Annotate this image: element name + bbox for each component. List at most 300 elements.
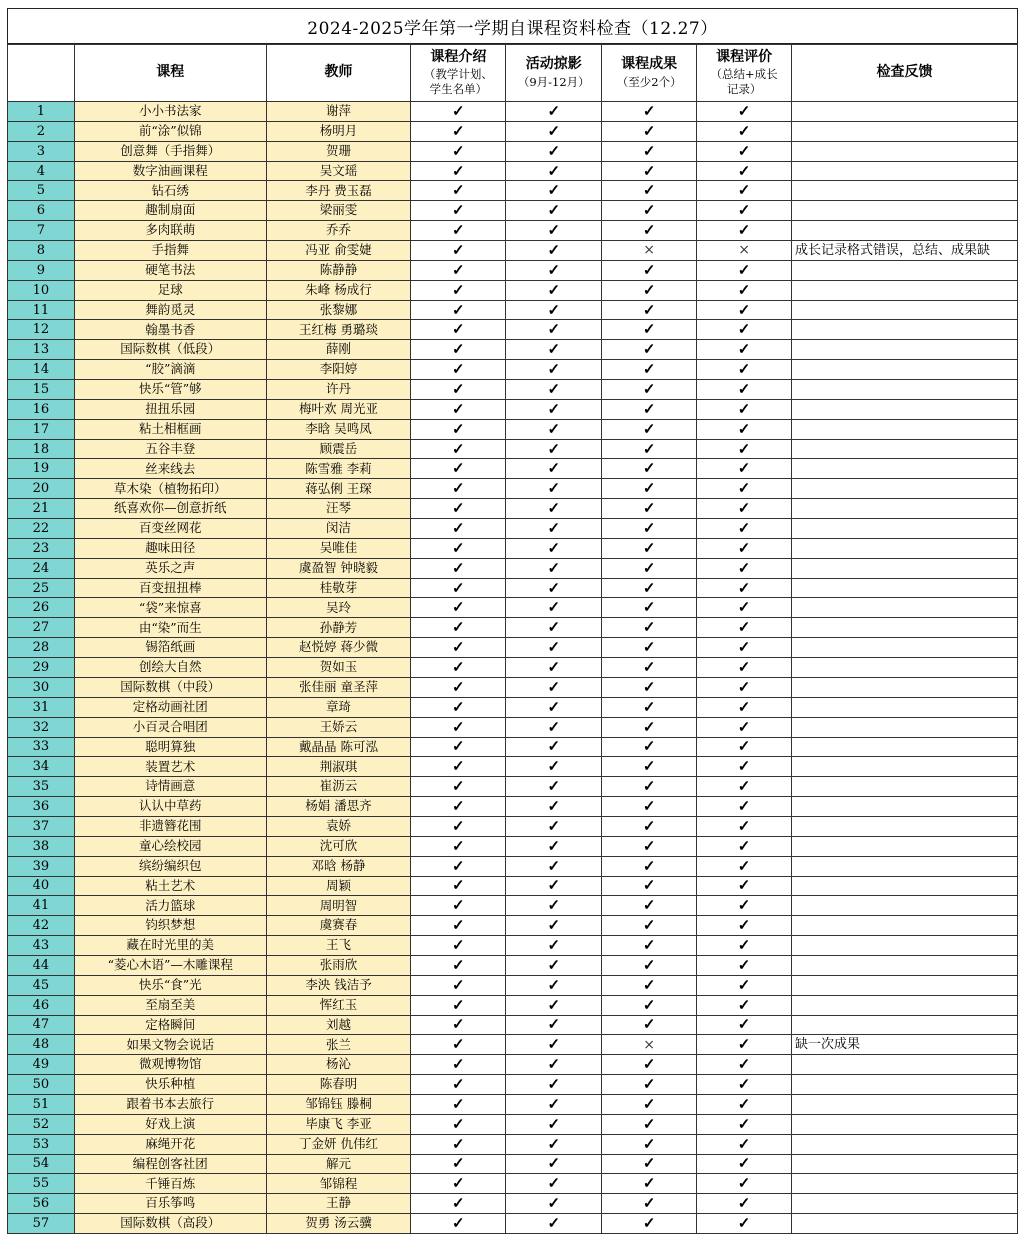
result-status-cell: ✓ [602, 717, 697, 737]
activity-status-cell: ✓ [506, 439, 602, 459]
eval-status-cell: ✓ [697, 340, 792, 360]
intro-status-cell: ✓ [411, 360, 506, 380]
feedback-cell [792, 300, 1018, 320]
eval-status-cell: ✓ [697, 677, 792, 697]
header-eval-sub2: 记录） [726, 81, 762, 96]
course-name-cell: 诗情画意 [74, 777, 266, 797]
result-status-cell: ✓ [602, 856, 697, 876]
intro-status-cell: ✓ [411, 201, 506, 221]
row-number-cell: 12 [8, 320, 75, 340]
intro-status-cell: ✓ [411, 677, 506, 697]
feedback-cell [792, 717, 1018, 737]
table-row [8, 618, 1018, 638]
activity-status-cell: ✓ [506, 1055, 602, 1075]
activity-status-cell: ✓ [506, 459, 602, 479]
row-number-cell: 8 [8, 241, 75, 261]
result-status-cell: ✓ [602, 638, 697, 658]
feedback-cell [792, 201, 1018, 221]
feedback-cell [792, 519, 1018, 539]
row-number-cell: 23 [8, 538, 75, 558]
course-name-cell: 前“涂”似锦 [74, 121, 266, 141]
table-row [8, 975, 1018, 995]
course-name-cell: 硬笔书法 [74, 260, 266, 280]
teacher-name-cell: 戴晶晶 陈可泓 [266, 737, 411, 757]
activity-status-cell: ✓ [506, 677, 602, 697]
result-status-cell: ✓ [602, 658, 697, 678]
teacher-name-cell: 陈雪雅 李莉 [266, 459, 411, 479]
intro-status-cell: ✓ [411, 419, 506, 439]
header-eval-label: 课程评价 [716, 48, 773, 65]
course-name-cell: 小百灵合唱团 [74, 717, 266, 737]
header-intro [411, 45, 506, 102]
result-status-cell: ✓ [602, 816, 697, 836]
result-status-cell: ✓ [602, 479, 697, 499]
feedback-cell [792, 558, 1018, 578]
table-row [8, 955, 1018, 975]
feedback-cell [792, 380, 1018, 400]
activity-status-cell: ✓ [506, 955, 602, 975]
table-row [8, 459, 1018, 479]
eval-status-cell: ✓ [697, 538, 792, 558]
table-row [8, 260, 1018, 280]
course-name-cell: 活力篮球 [74, 896, 266, 916]
activity-status-cell: ✓ [506, 340, 602, 360]
table-row [8, 221, 1018, 241]
result-status-cell: × [602, 241, 697, 261]
teacher-name-cell: 袁娇 [266, 816, 411, 836]
eval-status-cell: ✓ [697, 876, 792, 896]
table-row [8, 737, 1018, 757]
activity-status-cell: ✓ [506, 1134, 602, 1154]
teacher-name-cell: 乔乔 [266, 221, 411, 241]
result-status-cell: ✓ [602, 916, 697, 936]
teacher-name-cell: 崔沥云 [266, 777, 411, 797]
eval-status-cell: ✓ [697, 955, 792, 975]
result-status-cell: ✓ [602, 459, 697, 479]
row-number-cell: 18 [8, 439, 75, 459]
table-row [8, 995, 1018, 1015]
intro-status-cell: ✓ [411, 280, 506, 300]
intro-status-cell: ✓ [411, 1094, 506, 1114]
teacher-name-cell: 孙静芳 [266, 618, 411, 638]
intro-status-cell: ✓ [411, 141, 506, 161]
teacher-name-cell: 贺勇 汤云骥 [266, 1214, 411, 1234]
eval-status-cell: ✓ [697, 380, 792, 400]
teacher-name-cell: 梁丽雯 [266, 201, 411, 221]
activity-status-cell: ✓ [506, 161, 602, 181]
course-name-cell: 非遗簪花围 [74, 816, 266, 836]
teacher-name-cell: 沈可欣 [266, 836, 411, 856]
intro-status-cell: ✓ [411, 578, 506, 598]
intro-status-cell: ✓ [411, 1174, 506, 1194]
teacher-name-cell: 毕康飞 李亚 [266, 1114, 411, 1134]
row-number-cell: 50 [8, 1075, 75, 1095]
row-number-cell: 21 [8, 499, 75, 519]
table-row [8, 1194, 1018, 1214]
eval-status-cell: ✓ [697, 975, 792, 995]
result-status-cell: ✓ [602, 578, 697, 598]
activity-status-cell: ✓ [506, 876, 602, 896]
intro-status-cell: ✓ [411, 757, 506, 777]
teacher-name-cell: 汪琴 [266, 499, 411, 519]
intro-status-cell: ✓ [411, 439, 506, 459]
eval-status-cell: × [697, 241, 792, 261]
result-status-cell: ✓ [602, 697, 697, 717]
table-row [8, 1154, 1018, 1174]
eval-status-cell: ✓ [697, 1015, 792, 1035]
course-name-cell: 粘土相框画 [74, 419, 266, 439]
feedback-cell [792, 955, 1018, 975]
course-name-cell: 麻绳开花 [74, 1134, 266, 1154]
result-status-cell: ✓ [602, 1015, 697, 1035]
feedback-cell [792, 697, 1018, 717]
header-intro-sub1: （教学计划、 [423, 67, 493, 82]
row-number-cell: 29 [8, 658, 75, 678]
row-number-cell: 10 [8, 280, 75, 300]
row-number-cell: 20 [8, 479, 75, 499]
intro-status-cell: ✓ [411, 260, 506, 280]
row-number-cell: 16 [8, 399, 75, 419]
eval-status-cell: ✓ [697, 260, 792, 280]
intro-status-cell: ✓ [411, 1075, 506, 1095]
table-row [8, 936, 1018, 956]
feedback-cell [792, 181, 1018, 201]
course-name-cell: 微观博物馆 [74, 1055, 266, 1075]
activity-status-cell: ✓ [506, 717, 602, 737]
eval-status-cell: ✓ [697, 1174, 792, 1194]
feedback-cell [792, 876, 1018, 896]
table-row [8, 360, 1018, 380]
intro-status-cell: ✓ [411, 916, 506, 936]
course-name-cell: 数字油画课程 [74, 161, 266, 181]
intro-status-cell: ✓ [411, 856, 506, 876]
course-name-cell: 定格瞬间 [74, 1015, 266, 1035]
eval-status-cell: ✓ [697, 1055, 792, 1075]
teacher-name-cell: 解元 [266, 1154, 411, 1174]
feedback-cell [792, 677, 1018, 697]
intro-status-cell: ✓ [411, 1154, 506, 1174]
eval-status-cell: ✓ [697, 856, 792, 876]
feedback-cell [792, 737, 1018, 757]
activity-status-cell: ✓ [506, 479, 602, 499]
row-number-cell: 6 [8, 201, 75, 221]
table-body [8, 102, 1018, 1234]
table-row [8, 856, 1018, 876]
feedback-cell [792, 578, 1018, 598]
intro-status-cell: ✓ [411, 320, 506, 340]
feedback-cell [792, 320, 1018, 340]
intro-status-cell: ✓ [411, 340, 506, 360]
table-row [8, 558, 1018, 578]
feedback-cell [792, 836, 1018, 856]
course-name-cell: 好戏上演 [74, 1114, 266, 1134]
feedback-cell [792, 459, 1018, 479]
teacher-name-cell: 周颖 [266, 876, 411, 896]
course-name-cell: 千锤百炼 [74, 1174, 266, 1194]
intro-status-cell: ✓ [411, 1114, 506, 1134]
feedback-cell: 成长记录格式错误，总结、成果缺 [792, 241, 1018, 261]
activity-status-cell: ✓ [506, 399, 602, 419]
intro-status-cell: ✓ [411, 797, 506, 817]
inspection-table [7, 44, 1018, 1234]
table-row [8, 181, 1018, 201]
intro-status-cell: ✓ [411, 1194, 506, 1214]
eval-status-cell: ✓ [697, 1194, 792, 1214]
course-name-cell: 钧织梦想 [74, 916, 266, 936]
course-name-cell: 快乐种植 [74, 1075, 266, 1095]
activity-status-cell: ✓ [506, 519, 602, 539]
course-name-cell: 锡箔纸画 [74, 638, 266, 658]
feedback-cell [792, 479, 1018, 499]
result-status-cell: ✓ [602, 1134, 697, 1154]
teacher-name-cell: 吴文瑶 [266, 161, 411, 181]
eval-status-cell: ✓ [697, 1214, 792, 1234]
intro-status-cell: ✓ [411, 777, 506, 797]
teacher-name-cell: 赵悦婷 蒋少微 [266, 638, 411, 658]
table-row [8, 380, 1018, 400]
eval-status-cell: ✓ [697, 181, 792, 201]
result-status-cell: ✓ [602, 280, 697, 300]
intro-status-cell: ✓ [411, 598, 506, 618]
row-number-cell: 35 [8, 777, 75, 797]
row-number-cell: 54 [8, 1154, 75, 1174]
result-status-cell: ✓ [602, 320, 697, 340]
eval-status-cell: ✓ [697, 161, 792, 181]
result-status-cell: ✓ [602, 598, 697, 618]
teacher-name-cell: 张黎娜 [266, 300, 411, 320]
table-row [8, 1055, 1018, 1075]
activity-status-cell: ✓ [506, 1035, 602, 1055]
course-name-cell: 国际数棋（高段） [74, 1214, 266, 1234]
teacher-name-cell: 顾震岳 [266, 439, 411, 459]
teacher-name-cell: 章琦 [266, 697, 411, 717]
row-number-cell: 1 [8, 102, 75, 122]
result-status-cell: ✓ [602, 360, 697, 380]
result-status-cell: ✓ [602, 876, 697, 896]
course-name-cell: 创意舞（手指舞） [74, 141, 266, 161]
course-name-cell: 快乐“食”光 [74, 975, 266, 995]
feedback-cell [792, 995, 1018, 1015]
intro-status-cell: ✓ [411, 519, 506, 539]
course-name-cell: 聪明算独 [74, 737, 266, 757]
eval-status-cell: ✓ [697, 1094, 792, 1114]
row-number-cell: 43 [8, 936, 75, 956]
feedback-cell [792, 340, 1018, 360]
table-row [8, 717, 1018, 737]
row-number-cell: 14 [8, 360, 75, 380]
row-number-cell: 15 [8, 380, 75, 400]
result-status-cell: ✓ [602, 995, 697, 1015]
intro-status-cell: ✓ [411, 221, 506, 241]
teacher-name-cell: 闵洁 [266, 519, 411, 539]
result-status-cell: ✓ [602, 399, 697, 419]
teacher-name-cell: 许丹 [266, 380, 411, 400]
course-name-cell: “胶”滴滴 [74, 360, 266, 380]
result-status-cell: ✓ [602, 519, 697, 539]
teacher-name-cell: 恽红玉 [266, 995, 411, 1015]
intro-status-cell: ✓ [411, 658, 506, 678]
eval-status-cell: ✓ [697, 777, 792, 797]
intro-status-cell: ✓ [411, 399, 506, 419]
activity-status-cell: ✓ [506, 1094, 602, 1114]
course-name-cell: 趣味田径 [74, 538, 266, 558]
feedback-cell [792, 419, 1018, 439]
result-status-cell: × [602, 1035, 697, 1055]
eval-status-cell: ✓ [697, 1075, 792, 1095]
row-number-cell: 46 [8, 995, 75, 1015]
eval-status-cell: ✓ [697, 737, 792, 757]
activity-status-cell: ✓ [506, 578, 602, 598]
feedback-cell [792, 439, 1018, 459]
row-number-cell: 45 [8, 975, 75, 995]
eval-status-cell: ✓ [697, 1134, 792, 1154]
course-name-cell: 足球 [74, 280, 266, 300]
row-number-cell: 31 [8, 697, 75, 717]
row-number-cell: 41 [8, 896, 75, 916]
activity-status-cell: ✓ [506, 201, 602, 221]
row-number-cell: 24 [8, 558, 75, 578]
teacher-name-cell: 杨沁 [266, 1055, 411, 1075]
feedback-cell [792, 896, 1018, 916]
header-result [602, 45, 697, 102]
feedback-cell [792, 658, 1018, 678]
teacher-name-cell: 张兰 [266, 1035, 411, 1055]
course-name-cell: 如果文物会说话 [74, 1035, 266, 1055]
table-row [8, 479, 1018, 499]
activity-status-cell: ✓ [506, 856, 602, 876]
eval-status-cell: ✓ [697, 638, 792, 658]
header-intro-sub2: 学生名单） [429, 81, 488, 96]
table-row [8, 1214, 1018, 1234]
intro-status-cell: ✓ [411, 1055, 506, 1075]
eval-status-cell: ✓ [697, 578, 792, 598]
intro-status-cell: ✓ [411, 876, 506, 896]
row-number-cell: 52 [8, 1114, 75, 1134]
row-number-cell: 57 [8, 1214, 75, 1234]
course-name-cell: 五谷丰登 [74, 439, 266, 459]
table-row [8, 757, 1018, 777]
result-status-cell: ✓ [602, 936, 697, 956]
result-status-cell: ✓ [602, 221, 697, 241]
table-row [8, 439, 1018, 459]
feedback-cell [792, 936, 1018, 956]
header-feedback: 检查反馈 [792, 45, 1018, 102]
activity-status-cell: ✓ [506, 121, 602, 141]
feedback-cell [792, 1134, 1018, 1154]
feedback-cell [792, 1194, 1018, 1214]
result-status-cell: ✓ [602, 340, 697, 360]
teacher-name-cell: 梅叶欢 周光亚 [266, 399, 411, 419]
sheet-title: 2024-2025学年第一学期自课程资料检查（12.27） [7, 8, 1018, 44]
table-row [8, 161, 1018, 181]
eval-status-cell: ✓ [697, 558, 792, 578]
course-name-cell: 认认中草药 [74, 797, 266, 817]
intro-status-cell: ✓ [411, 121, 506, 141]
row-number-cell: 56 [8, 1194, 75, 1214]
intro-status-cell: ✓ [411, 618, 506, 638]
eval-status-cell: ✓ [697, 658, 792, 678]
activity-status-cell: ✓ [506, 300, 602, 320]
row-number-cell: 38 [8, 836, 75, 856]
teacher-name-cell: 李泱 钱洁予 [266, 975, 411, 995]
feedback-cell [792, 856, 1018, 876]
teacher-name-cell: 王飞 [266, 936, 411, 956]
teacher-name-cell: 桂敬芽 [266, 578, 411, 598]
course-name-cell: 童心绘校园 [74, 836, 266, 856]
course-name-cell: 藏在时光里的美 [74, 936, 266, 956]
eval-status-cell: ✓ [697, 479, 792, 499]
eval-status-cell: ✓ [697, 399, 792, 419]
result-status-cell: ✓ [602, 777, 697, 797]
table-row [8, 241, 1018, 261]
teacher-name-cell: 荆淑琪 [266, 757, 411, 777]
activity-status-cell: ✓ [506, 419, 602, 439]
intro-status-cell: ✓ [411, 1015, 506, 1035]
intro-status-cell: ✓ [411, 975, 506, 995]
feedback-cell [792, 1174, 1018, 1194]
eval-status-cell: ✓ [697, 598, 792, 618]
table-row [8, 797, 1018, 817]
header-activity-sub: （9月-12月） [517, 74, 590, 89]
eval-status-cell: ✓ [697, 300, 792, 320]
course-name-cell: 纸喜欢你—创意折纸 [74, 499, 266, 519]
result-status-cell: ✓ [602, 1194, 697, 1214]
header-eval-sub1: （总结+成长 [710, 67, 778, 82]
table-row [8, 499, 1018, 519]
eval-status-cell: ✓ [697, 1035, 792, 1055]
activity-status-cell: ✓ [506, 260, 602, 280]
teacher-name-cell: 虞盈智 钟晓毅 [266, 558, 411, 578]
activity-status-cell: ✓ [506, 836, 602, 856]
intro-status-cell: ✓ [411, 102, 506, 122]
row-number-cell: 4 [8, 161, 75, 181]
row-number-cell: 3 [8, 141, 75, 161]
table-row [8, 697, 1018, 717]
feedback-cell [792, 1214, 1018, 1234]
eval-status-cell: ✓ [697, 439, 792, 459]
teacher-name-cell: 王红梅 勇璐琰 [266, 320, 411, 340]
teacher-name-cell: 邹锦钰 滕桐 [266, 1094, 411, 1114]
course-name-cell: 多肉联萌 [74, 221, 266, 241]
result-status-cell: ✓ [602, 1214, 697, 1234]
activity-status-cell: ✓ [506, 697, 602, 717]
teacher-name-cell: 贺如玉 [266, 658, 411, 678]
table-row [8, 399, 1018, 419]
course-name-cell: 快乐“管”够 [74, 380, 266, 400]
activity-status-cell: ✓ [506, 380, 602, 400]
intro-status-cell: ✓ [411, 955, 506, 975]
activity-status-cell: ✓ [506, 1015, 602, 1035]
teacher-name-cell: 张雨欣 [266, 955, 411, 975]
result-status-cell: ✓ [602, 102, 697, 122]
intro-status-cell: ✓ [411, 816, 506, 836]
feedback-cell [792, 757, 1018, 777]
teacher-name-cell: 李丹 费玉磊 [266, 181, 411, 201]
course-name-cell: 百乐筝鸣 [74, 1194, 266, 1214]
row-number-cell: 48 [8, 1035, 75, 1055]
intro-status-cell: ✓ [411, 737, 506, 757]
feedback-cell [792, 1094, 1018, 1114]
result-status-cell: ✓ [602, 201, 697, 221]
course-name-cell: 丝来线去 [74, 459, 266, 479]
course-name-cell: 百变扭扭棒 [74, 578, 266, 598]
activity-status-cell: ✓ [506, 141, 602, 161]
activity-status-cell: ✓ [506, 658, 602, 678]
table-row [8, 1035, 1018, 1055]
course-name-cell: 翰墨书香 [74, 320, 266, 340]
result-status-cell: ✓ [602, 896, 697, 916]
intro-status-cell: ✓ [411, 380, 506, 400]
